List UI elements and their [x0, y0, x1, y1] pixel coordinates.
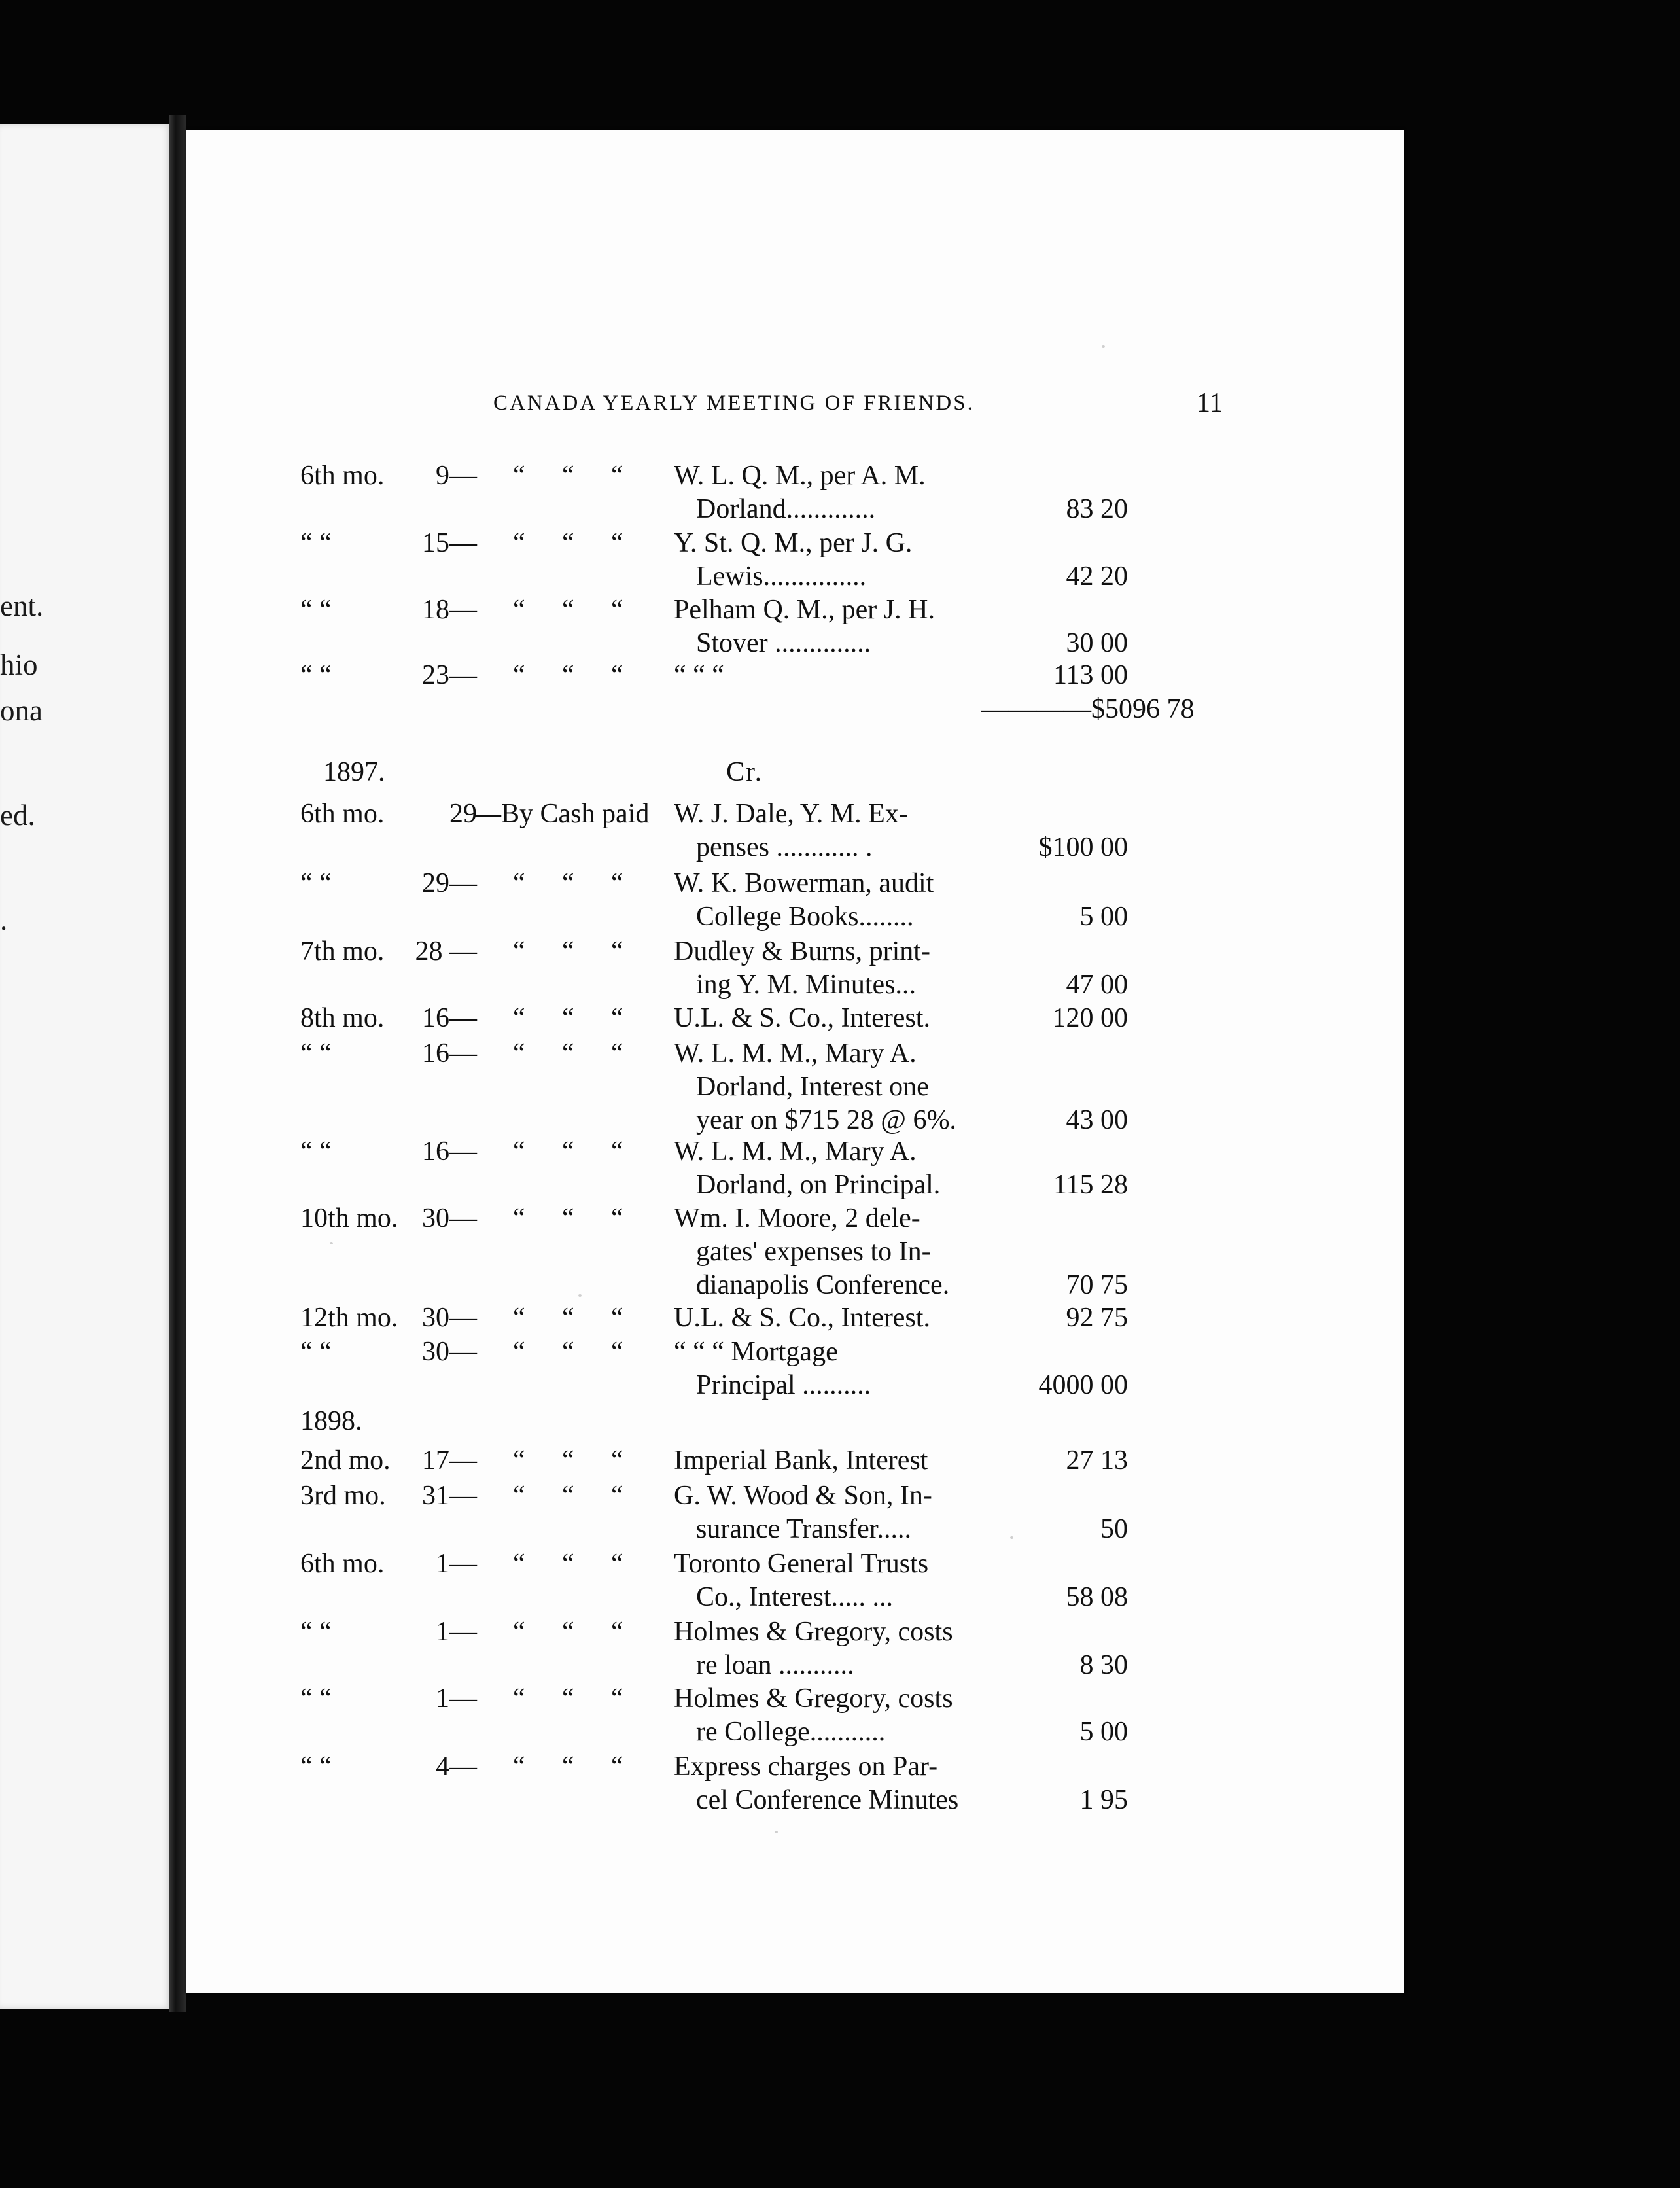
ditto-mark: “	[513, 1752, 525, 1782]
entry-description: Dudley & Burns, print-	[674, 936, 930, 966]
ditto-mark: “	[513, 1003, 525, 1033]
entry-month: “ “	[300, 528, 332, 558]
scanned-page	[186, 130, 1404, 1993]
entry-description-cont: cel Conference Minutes	[696, 1785, 959, 1815]
ditto-mark: “	[611, 1203, 623, 1233]
ledger-row	[186, 1169, 1404, 1203]
ditto-mark: “	[611, 1003, 623, 1033]
ditto-mark: “	[513, 528, 525, 558]
entry-description-cont: Stover ..............	[696, 628, 871, 658]
entry-amount: 8 30	[1079, 1650, 1128, 1680]
entry-description-cont: year on $715 28 @ 6%.	[696, 1105, 956, 1135]
ditto-mark: “	[611, 1549, 623, 1579]
entry-description-cont: Co., Interest..... ...	[696, 1582, 893, 1612]
page-number: 11	[1197, 388, 1223, 418]
ditto-mark: “	[611, 528, 623, 558]
entry-amount: 50	[1100, 1514, 1128, 1544]
entry-amount: 120 00	[1052, 1003, 1128, 1033]
entry-description-cont: re College...........	[696, 1717, 886, 1747]
entry-day: 9—	[436, 461, 477, 491]
ditto-mark: “	[562, 1337, 574, 1367]
ditto-mark: “	[513, 936, 525, 966]
entry-description: Y. St. Q. M., per J. G.	[674, 528, 913, 558]
ditto-mark: “	[562, 595, 574, 625]
ledger-row	[186, 493, 1404, 527]
ditto-mark: “	[562, 1617, 574, 1647]
ledger-row	[186, 594, 1404, 628]
ditto-mark: “	[611, 1481, 623, 1511]
entry-description: W. K. Bowerman, audit	[674, 868, 934, 898]
entry-month: “ “	[300, 1617, 332, 1647]
ditto-mark: “	[562, 1549, 574, 1579]
ditto-mark: “	[611, 1137, 623, 1167]
ledger-row	[186, 1445, 1404, 1479]
entry-description: “ “ “	[674, 660, 724, 690]
entry-month: 8th mo.	[300, 1003, 385, 1033]
ditto-mark: “	[611, 1684, 623, 1714]
entry-day: 16—	[422, 1003, 477, 1033]
entry-day: 29	[449, 799, 477, 829]
scan-speck	[775, 1831, 778, 1833]
facing-page-edge	[0, 124, 171, 2009]
entry-amount: 92 75	[1066, 1303, 1128, 1333]
facing-page-text: hio	[0, 648, 38, 681]
ditto-mark: “	[513, 461, 525, 491]
entry-description: Holmes & Gregory, costs	[674, 1684, 953, 1714]
ledger-row	[186, 1002, 1404, 1036]
ditto-mark: “	[562, 1203, 574, 1233]
ledger-row	[186, 1136, 1404, 1170]
entry-day: 1—	[436, 1617, 477, 1647]
entry-description: Holmes & Gregory, costs	[674, 1617, 953, 1647]
entry-description: U.L. & S. Co., Interest.	[674, 1303, 930, 1333]
entry-amount: 4000 00	[1038, 1370, 1128, 1400]
book-gutter	[169, 115, 186, 2012]
ledger-row	[186, 1616, 1404, 1650]
ditto-mark: “	[611, 1752, 623, 1782]
entry-month: “ “	[300, 868, 332, 898]
ditto-mark: “	[562, 1481, 574, 1511]
entry-month: “ “	[300, 1752, 332, 1782]
entry-amount: 42 20	[1066, 561, 1128, 591]
ditto-mark: “	[611, 660, 623, 690]
ledger-row	[186, 1369, 1404, 1403]
entry-description: Toronto General Trusts	[674, 1549, 929, 1579]
entry-description-cont: re loan ...........	[696, 1650, 854, 1680]
ditto-mark: “	[611, 1038, 623, 1068]
entry-description-cont: dianapolis Conference.	[696, 1270, 950, 1300]
entry-amount: $100 00	[1038, 832, 1128, 862]
entry-description-cont: ing Y. M. Minutes...	[696, 970, 917, 1000]
entry-description: W. L. M. M., Mary A.	[674, 1137, 917, 1167]
entry-month: “ “	[300, 1684, 332, 1714]
entry-amount: 1 95	[1079, 1785, 1128, 1815]
scan-speck	[330, 1242, 333, 1244]
entry-day: 30—	[422, 1337, 477, 1367]
entry-day: 17—	[422, 1445, 477, 1475]
ditto-mark: “	[562, 528, 574, 558]
entry-day: 31—	[422, 1481, 477, 1511]
entry-day: 18—	[422, 595, 477, 625]
entry-month: 6th mo.	[300, 461, 385, 491]
ditto-mark: “	[611, 595, 623, 625]
scan-speck	[1102, 345, 1105, 348]
entry-day: 30—	[422, 1303, 477, 1333]
ledger-row	[186, 1236, 1404, 1270]
ditto-mark: “	[513, 1445, 525, 1475]
ditto-mark: “	[562, 1003, 574, 1033]
ledger-row	[186, 1071, 1404, 1105]
ledger-row	[186, 1269, 1404, 1303]
ditto-mark: “	[513, 1303, 525, 1333]
entry-description-cont: surance Transfer.....	[696, 1514, 911, 1544]
ledger-row	[186, 1038, 1404, 1072]
ditto-mark: “	[513, 1549, 525, 1579]
entry-month: “ “	[300, 1038, 332, 1068]
entry-month: 2nd mo.	[300, 1445, 391, 1475]
entry-description: U.L. & S. Co., Interest.	[674, 1003, 930, 1033]
entry-amount: 113 00	[1053, 660, 1128, 690]
entry-month: 3rd mo.	[300, 1481, 386, 1511]
ledger-row	[186, 694, 1404, 728]
entry-month: “ “	[300, 660, 332, 690]
entry-day: 16—	[422, 1137, 477, 1167]
ledger-row	[186, 1683, 1404, 1717]
entry-day: 1—	[436, 1549, 477, 1579]
entry-description-cont: Dorland, on Principal.	[696, 1170, 941, 1200]
ledger-row	[186, 1581, 1404, 1615]
ditto-mark: “	[513, 1337, 525, 1367]
ledger-row	[186, 1784, 1404, 1818]
year-heading: 1897.	[323, 757, 385, 787]
ditto-mark: “	[562, 1684, 574, 1714]
facing-page-text: ed.	[0, 799, 35, 832]
ledger-row	[186, 1548, 1404, 1582]
entry-description-cont: Dorland, Interest one	[696, 1072, 929, 1102]
entry-month: 12th mo.	[300, 1303, 398, 1333]
entry-month: 6th mo.	[300, 1549, 385, 1579]
ditto-mark: “	[562, 1752, 574, 1782]
entry-amount: 70 75	[1066, 1270, 1128, 1300]
entry-day: 4—	[436, 1752, 477, 1782]
ledger-row	[186, 527, 1404, 561]
ditto-mark: “	[513, 1038, 525, 1068]
entry-description-cont: gates' expenses to In-	[696, 1237, 931, 1267]
entry-day: 28 —	[415, 936, 477, 966]
ditto-mark: “	[611, 1337, 623, 1367]
ditto-mark: “	[562, 1137, 574, 1167]
entry-day: 30—	[422, 1203, 477, 1233]
ditto-mark: “	[611, 1303, 623, 1333]
ditto-mark: “	[513, 868, 525, 898]
ditto-mark: “	[611, 936, 623, 966]
entry-description: W. L. M. M., Mary A.	[674, 1038, 917, 1068]
entry-description: “ “ “ Mortgage	[674, 1337, 838, 1367]
facing-page-text: ent.	[0, 590, 44, 622]
entry-description: W. L. Q. M., per A. M.	[674, 461, 926, 491]
entry-month: 10th mo.	[300, 1203, 398, 1233]
ledger-row	[186, 798, 1404, 832]
entry-month: “ “	[300, 1137, 332, 1167]
receipts-total: ————$5096 78	[981, 694, 1195, 724]
entry-month: “ “	[300, 1337, 332, 1367]
entry-description-cont: Lewis...............	[696, 561, 867, 591]
entry-amount: 58 08	[1066, 1582, 1128, 1612]
ledger-row	[186, 1513, 1404, 1547]
ledger-row	[186, 901, 1404, 935]
ledger-row	[186, 1302, 1404, 1336]
ditto-mark: “	[562, 660, 574, 690]
entry-description: Pelham Q. M., per J. H.	[674, 595, 935, 625]
ditto-mark: “	[611, 1617, 623, 1647]
ledger-row	[186, 1751, 1404, 1785]
ledger-row	[186, 1203, 1404, 1237]
ditto-mark: “	[513, 595, 525, 625]
ledger-row	[186, 1336, 1404, 1370]
entry-month: 7th mo.	[300, 936, 385, 966]
entry-amount: 43 00	[1066, 1105, 1128, 1135]
entry-day: 16—	[422, 1038, 477, 1068]
ditto-mark: “	[611, 868, 623, 898]
facing-page-text: ona	[0, 694, 43, 727]
ditto-mark: “	[513, 660, 525, 690]
ditto-mark: “	[562, 1038, 574, 1068]
entry-description: Express charges on Par-	[674, 1752, 938, 1782]
ledger-row	[186, 1104, 1404, 1138]
entry-description: Wm. I. Moore, 2 dele-	[674, 1203, 920, 1233]
entry-description-cont: penses ............ .	[696, 832, 873, 862]
ledger-row	[186, 1716, 1404, 1750]
ditto-mark: “	[562, 1445, 574, 1475]
ditto-mark: “	[513, 1684, 525, 1714]
facing-page-text: .	[0, 904, 8, 936]
year-heading: 1898.	[300, 1406, 362, 1436]
entry-month: “ “	[300, 595, 332, 625]
credit-heading: Cr.	[726, 757, 763, 787]
ledger-row	[186, 969, 1404, 1003]
ledger-row	[186, 561, 1404, 595]
scan-speck	[578, 1294, 582, 1297]
ledger-row	[186, 460, 1404, 494]
entry-description: W. J. Dale, Y. M. Ex-	[674, 799, 908, 829]
ledger-row	[186, 660, 1404, 694]
entry-description-cont: Dorland.............	[696, 494, 876, 524]
entry-amount: 115 28	[1053, 1170, 1128, 1200]
ditto-mark: “	[562, 868, 574, 898]
entry-amount: 27 13	[1066, 1445, 1128, 1475]
ditto-mark: “	[562, 461, 574, 491]
ditto-mark: “	[513, 1137, 525, 1167]
entry-amount: 5 00	[1079, 902, 1128, 932]
entry-description-cont: College Books........	[696, 902, 914, 932]
ledger-row	[186, 1480, 1404, 1514]
ledger-row	[186, 627, 1404, 662]
ditto-mark: “	[562, 1303, 574, 1333]
entry-day: 23—	[422, 660, 477, 690]
entry-description: Imperial Bank, Interest	[674, 1445, 928, 1475]
entry-amount: 30 00	[1066, 628, 1128, 658]
entry-day: 15—	[422, 528, 477, 558]
ditto-mark: “	[513, 1203, 525, 1233]
ditto-mark: “	[611, 1445, 623, 1475]
ditto-mark: “	[562, 936, 574, 966]
scan-speck	[1010, 1536, 1013, 1539]
ditto-mark: “	[513, 1481, 525, 1511]
ledger-row	[186, 868, 1404, 902]
entry-description-cont: Principal ..........	[696, 1370, 871, 1400]
entry-amount: 83 20	[1066, 494, 1128, 524]
entry-month: 6th mo.	[300, 799, 385, 829]
ledger-row	[186, 936, 1404, 970]
entry-day: 1—	[436, 1684, 477, 1714]
entry-amount: 47 00	[1066, 970, 1128, 1000]
by-cash-paid: —By Cash paid	[474, 799, 650, 829]
entry-amount: 5 00	[1079, 1717, 1128, 1747]
ledger-row	[186, 832, 1404, 866]
running-title: CANADA YEARLY MEETING OF FRIENDS.	[493, 391, 975, 415]
ditto-mark: “	[513, 1617, 525, 1647]
ledger-row	[186, 1650, 1404, 1684]
entry-description: G. W. Wood & Son, In-	[674, 1481, 932, 1511]
entry-day: 29—	[422, 868, 477, 898]
ditto-mark: “	[611, 461, 623, 491]
